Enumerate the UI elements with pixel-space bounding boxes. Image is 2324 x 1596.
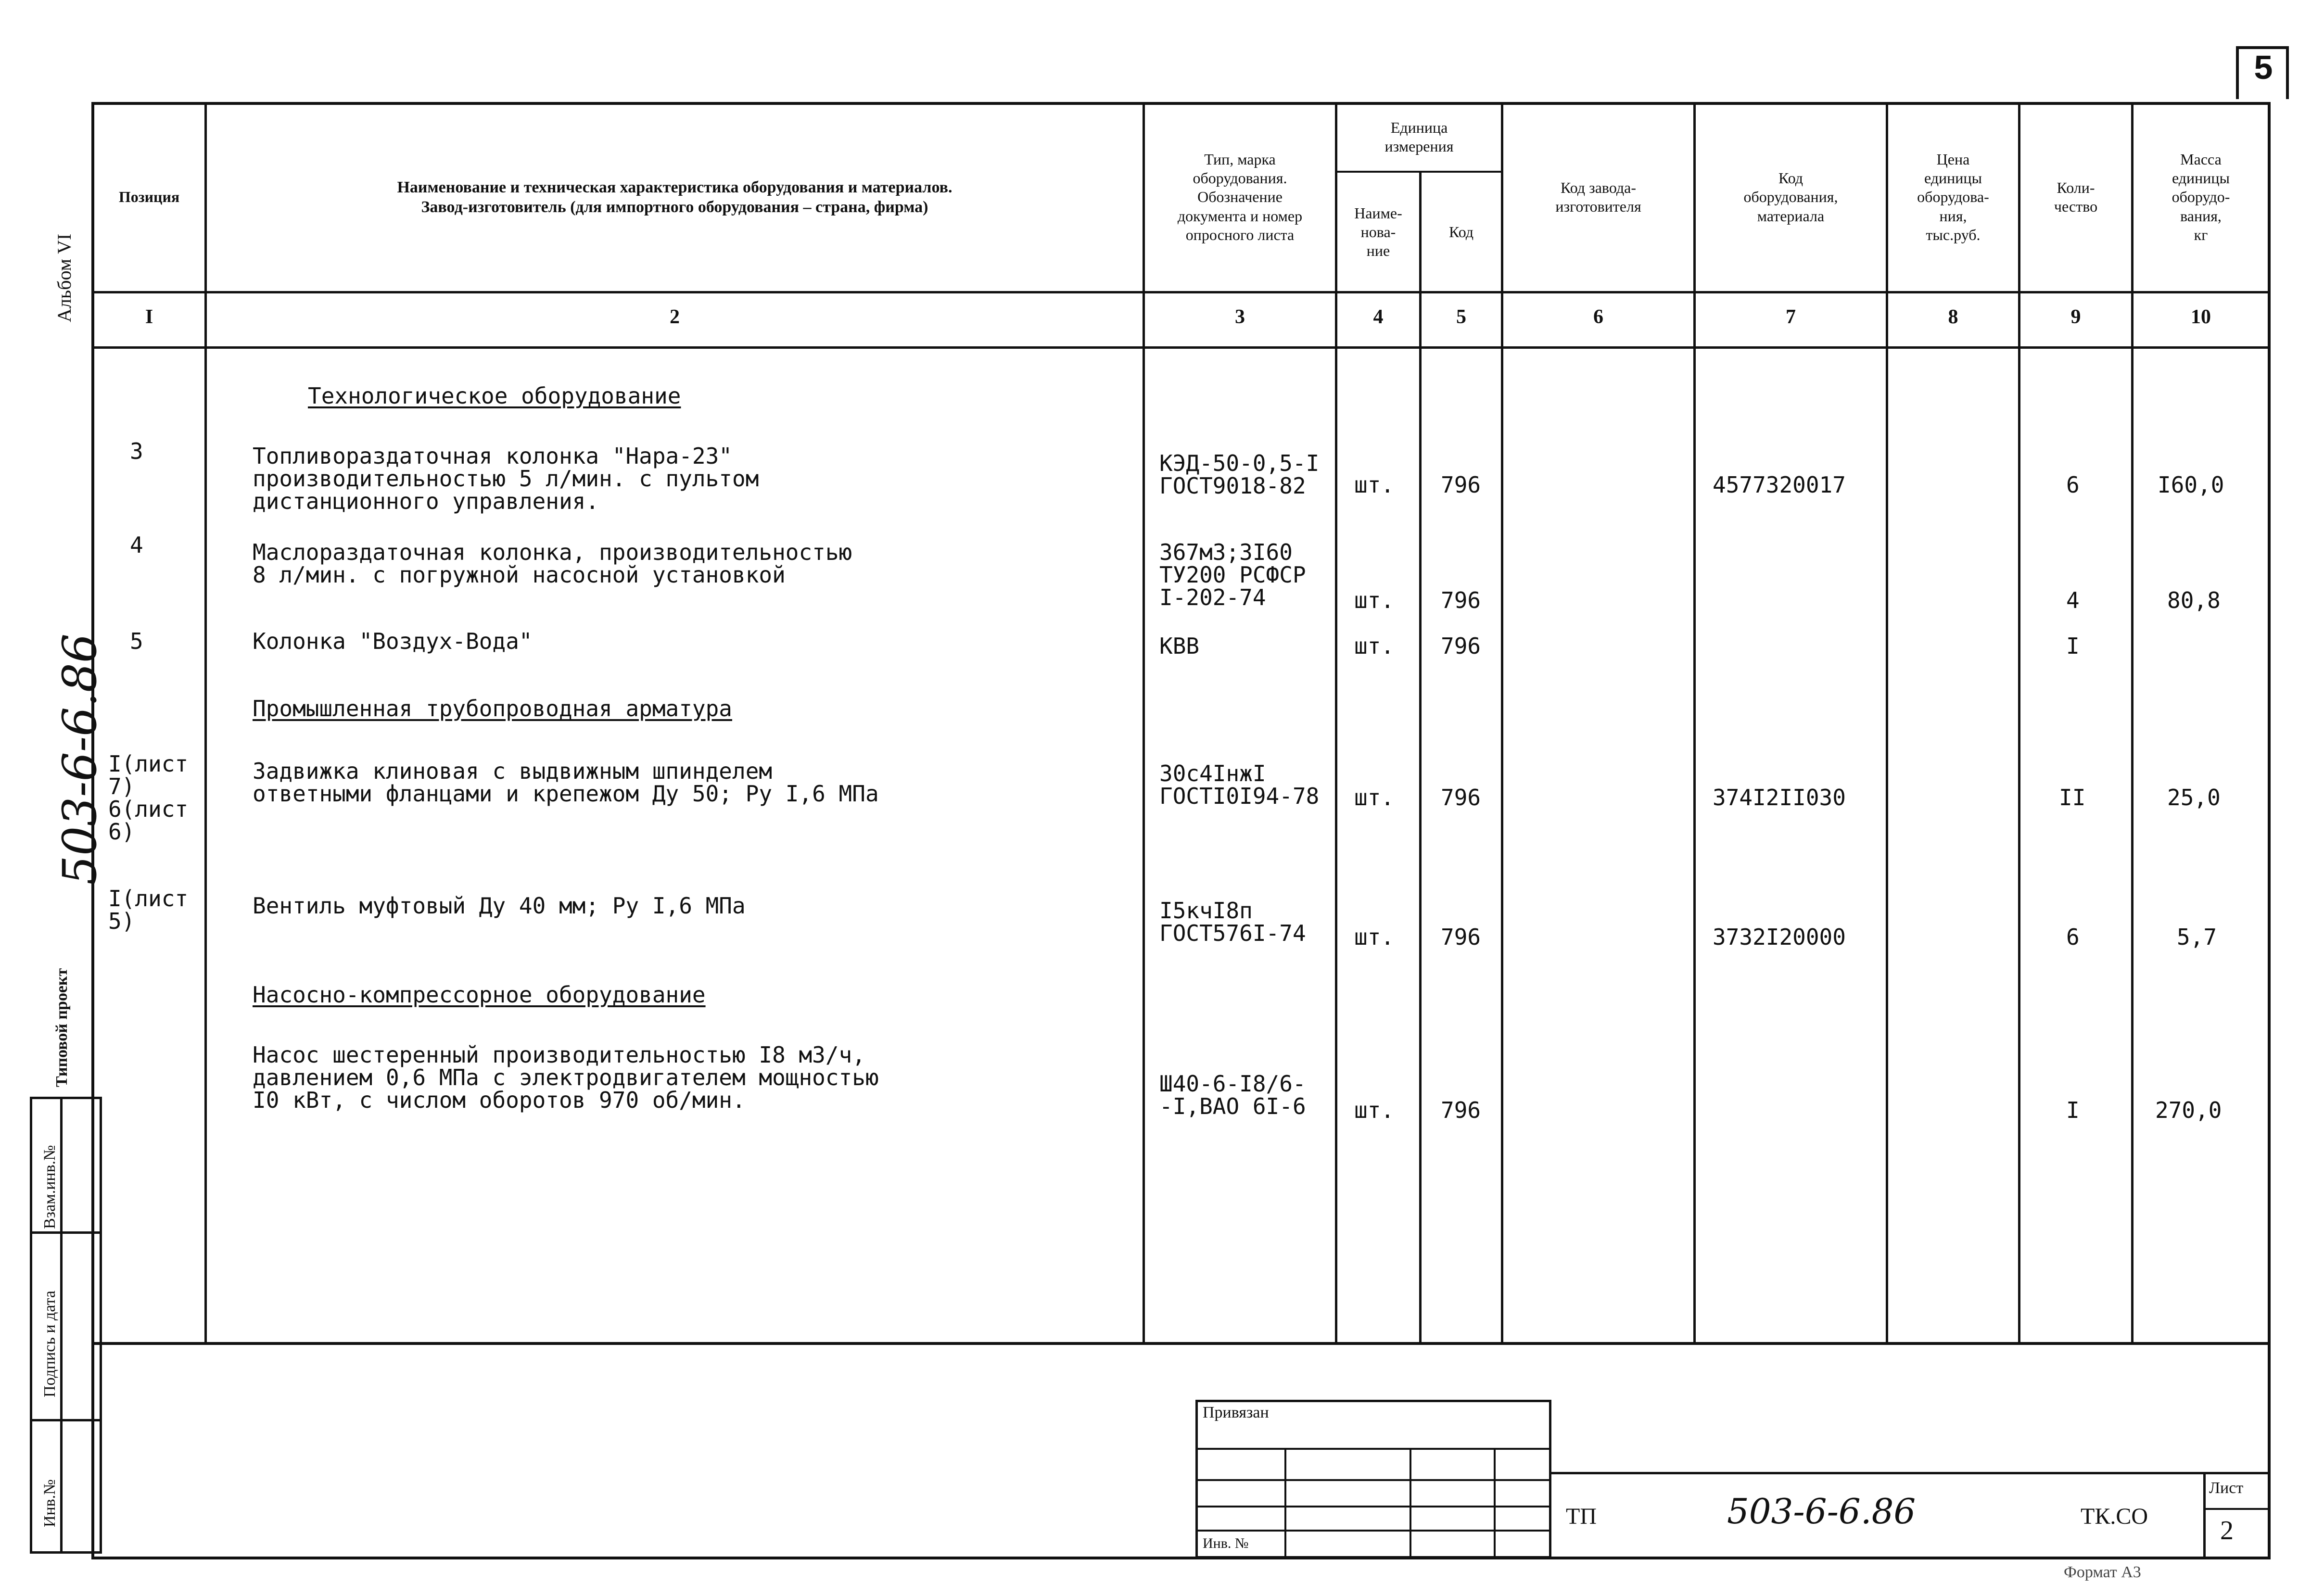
col-number-9: 9 <box>2070 306 2081 328</box>
stamp-field-3: Инв.№ <box>41 1479 59 1527</box>
format-label: Формат А3 <box>2064 1563 2141 1581</box>
col-number-7: 7 <box>1786 306 1796 328</box>
row-qty: II <box>2059 785 2086 811</box>
col-number-1: I <box>145 306 153 328</box>
album-label: Альбом VI <box>53 233 75 322</box>
row-code: 796 <box>1441 785 1481 811</box>
section-heading: Насосно-компрессорное оборудование <box>253 982 706 1008</box>
row-code: 796 <box>1441 924 1481 950</box>
doc-code: ТК.СО <box>2081 1504 2148 1529</box>
row-name: Маслораздаточная колонка, производительностью 8 л/мин. с погружной насосной установкой <box>253 539 852 588</box>
row-name: Вентиль муфтовый Ду 40 мм; Ру I,6 МПа <box>253 893 746 919</box>
row-type: КЭД-50-0,5-I ГОСТ9018-82 <box>1159 450 1320 499</box>
row-unit: шт. <box>1354 1097 1395 1123</box>
row-mass: I60,0 <box>2158 472 2224 498</box>
header-mass: Масса единицы оборудо- вания, кг <box>2172 151 2230 243</box>
col-number-2: 2 <box>670 306 680 328</box>
header-type: Тип, марка оборудования. Обозначение документа и номер опросного листа <box>1177 151 1303 243</box>
header-unit: Единица измерения <box>1384 118 1454 155</box>
row-pos: 4 <box>130 532 143 558</box>
margin-project-code: 503-6-6.86 <box>53 633 107 885</box>
row-name: Насос шестеренный производительностью I8 м3/ч, давлением 0,6 МПа с электродвигателем мощностью I0 кВт, с числом оборотов 970 об/мин. <box>253 1042 879 1113</box>
sheet-label: Лист <box>2209 1479 2244 1497</box>
row-pos: 5 <box>130 628 143 654</box>
row-equip-code: 374I2II030 <box>1713 785 1846 811</box>
row-type: 30с4IнжI ГОСТI0I94-78 <box>1159 760 1320 809</box>
col-number-3: 3 <box>1235 306 1245 328</box>
row-code: 796 <box>1441 1097 1481 1123</box>
row-pos: 3 <box>130 438 143 464</box>
header-unit-code: Код <box>1448 223 1474 241</box>
col-number-8: 8 <box>1948 306 1958 328</box>
sheet-number: 2 <box>2220 1516 2234 1545</box>
row-unit: шт. <box>1354 587 1395 613</box>
page-number: 5 <box>2254 49 2273 86</box>
row-name: Колонка "Воздух-Вода" <box>253 628 533 654</box>
col-number-6: 6 <box>1593 306 1603 328</box>
row-unit: шт. <box>1354 785 1395 811</box>
header-qty: Коли- чество <box>2054 178 2098 215</box>
row-unit: шт. <box>1354 472 1395 498</box>
row-unit: шт. <box>1354 924 1395 950</box>
stamp-field-1: Взам.инв.№ <box>41 1145 59 1229</box>
section-heading: Технологическое оборудование <box>308 383 681 409</box>
row-qty: I <box>2066 633 2080 659</box>
row-name: Топливораздаточная колонка "Нара-23" производительностью 5 л/мин. с пультом дистанционного управления. <box>253 443 759 514</box>
row-type: I5кчI8п ГОСТ576I-74 <box>1159 898 1306 946</box>
row-qty: I <box>2066 1097 2080 1123</box>
title-project-code: 503-6-6.86 <box>1727 1491 1916 1532</box>
row-equip-code: 4577320017 <box>1713 472 1846 498</box>
row-code: 796 <box>1441 472 1481 498</box>
header-maker-code: Код завода- изготовителя <box>1555 178 1641 215</box>
row-name: Задвижка клиновая с выдвижным шпинделем ответными фланцами и крепежом Ду 50; Ру I,6 МПа <box>253 758 879 807</box>
row-equip-code: 3732I20000 <box>1713 924 1846 950</box>
row-type: Ш40-6-I8/6- -I,ВАО 6I-6 <box>1159 1071 1306 1119</box>
row-mass: 5,7 <box>2177 924 2217 950</box>
inv-label: Инв. № <box>1203 1535 1249 1551</box>
row-pos: I(лист 7) 6(лист 6) <box>108 751 189 845</box>
row-code: 796 <box>1441 633 1481 659</box>
project-label: Типовой проект <box>53 968 71 1087</box>
col-number-5: 5 <box>1456 306 1466 328</box>
header-name: Наименование и техническая характеристика оборудования и материалов. Завод-изготовитель (для импортного оборудования – страна, фирма) <box>397 178 952 216</box>
col-number-4: 4 <box>1373 306 1384 328</box>
row-unit: шт. <box>1354 633 1395 659</box>
series-label: ТП <box>1566 1504 1597 1529</box>
row-qty: 6 <box>2066 924 2080 950</box>
header-price: Цена единицы оборудова- ния, тыс.руб. <box>1917 151 1989 243</box>
header-pos: Позиция <box>118 188 180 206</box>
row-pos: I(лист 5) <box>108 886 189 934</box>
section-heading: Промышленная трубопроводная арматура <box>253 696 732 722</box>
row-mass: 80,8 <box>2167 587 2221 613</box>
header-equip-code: Код оборудования, материала <box>1743 169 1838 225</box>
row-code: 796 <box>1441 587 1481 613</box>
col-number-10: 10 <box>2191 306 2211 328</box>
approved-label: Привязан <box>1203 1404 1269 1421</box>
row-type: КВВ <box>1159 633 1200 659</box>
header-unit-name: Наиме- нова- ние <box>1354 204 1402 260</box>
row-mass: 270,0 <box>2155 1097 2222 1123</box>
row-type: 367м3;3I60 ТУ200 РСФСР I-202-74 <box>1159 539 1306 610</box>
row-qty: 6 <box>2066 472 2080 498</box>
row-qty: 4 <box>2066 587 2080 613</box>
row-mass: 25,0 <box>2167 785 2221 811</box>
stamp-field-2: Подпись и дата <box>41 1291 59 1397</box>
